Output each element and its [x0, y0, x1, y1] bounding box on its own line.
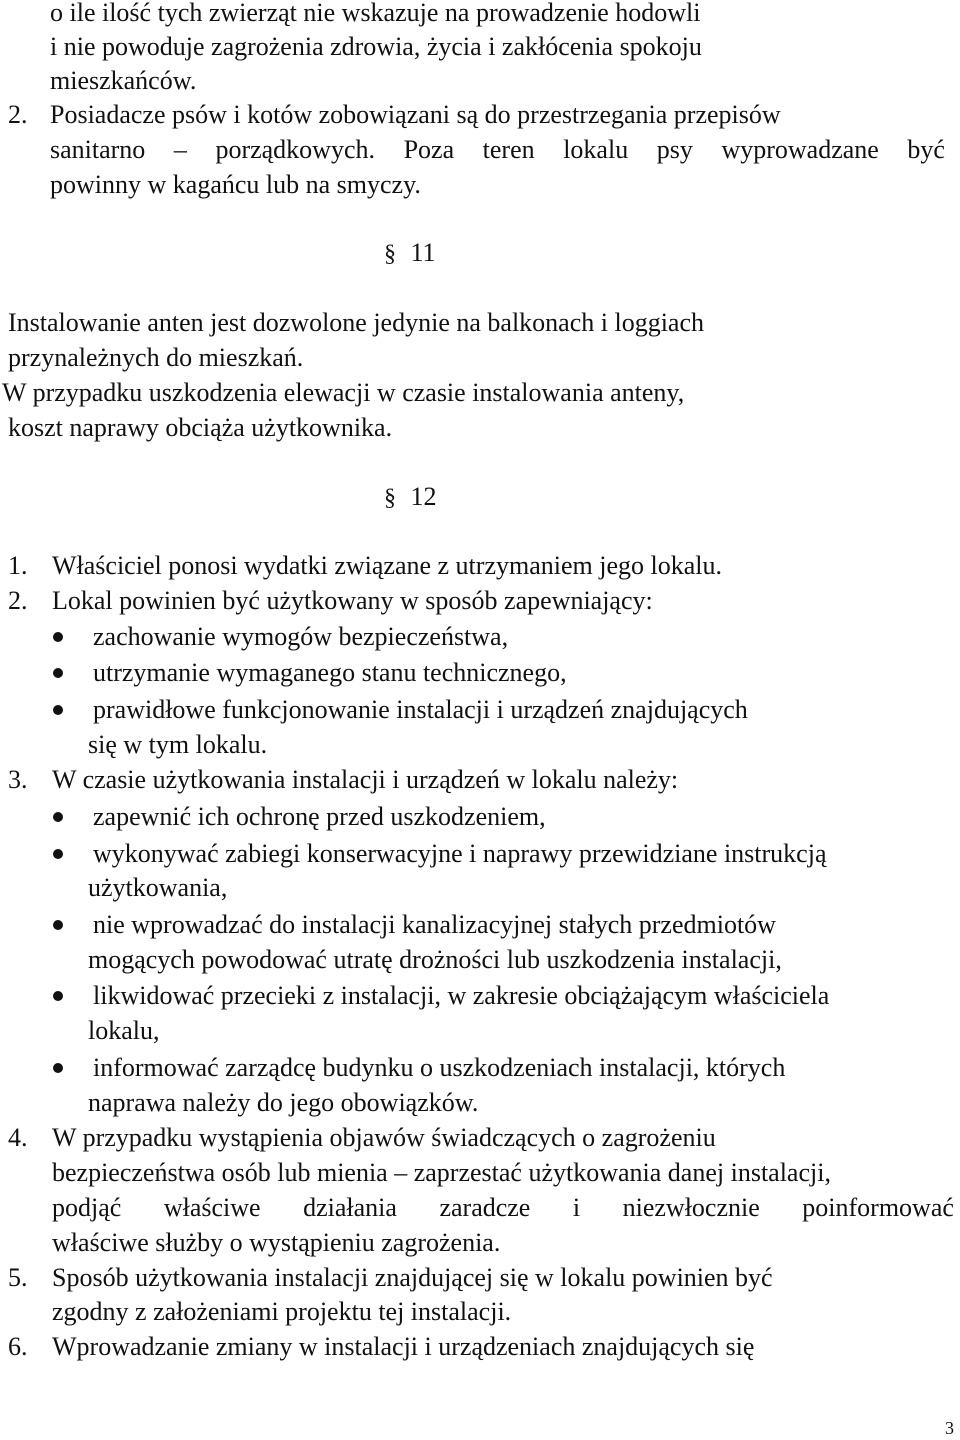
bullet-icon [53, 705, 63, 715]
word: lokalu [563, 135, 629, 164]
word: psy [656, 135, 693, 164]
bullet-icon [53, 668, 63, 678]
page-number: 3 [945, 1418, 954, 1438]
item-3-bullet-4-line-1: likwidować przecieki z instalacji, w zakresie obciążającym właściciela [93, 981, 830, 1010]
item-3-bullet-1: zapewnić ich ochronę przed uszkodzeniem, [93, 802, 546, 831]
item-2-bullet-2: utrzymanie wymaganego stanu technicznego, [93, 658, 567, 687]
section-12-heading [384, 480, 437, 515]
item-5-line-2: zgodny z założeniami projektu tej instalacji. [52, 1297, 512, 1326]
section-11-p2-line-1: W przypadku uszkodzenia elewacji w czasie instalowania anteny, [2, 378, 685, 407]
word: zaradcze [439, 1193, 531, 1222]
bullet-icon [53, 1063, 63, 1073]
item-4-line-4: właściwe służby o wystąpieniu zagrożenia. [52, 1228, 501, 1257]
word: – [173, 135, 187, 164]
item-3-bullet-2-line-1: wykonywać zabiegi konserwacyjne i naprawy przewidziane instrukcją [93, 839, 827, 868]
section-11-p1-line-1: Instalowanie anten jest dozwolone jedynie na balkonach i loggiach [8, 308, 704, 337]
section-11-p1-line-2: przynależnych do mieszkań. [8, 343, 304, 372]
item-number: 4. [8, 1123, 28, 1152]
item-2-bullet-3-line-2: się w tym lokalu. [88, 730, 268, 759]
intro-line-2: i nie powoduje zagrożenia zdrowia, życia i zakłócenia spokoju [50, 32, 702, 61]
item-2-line-3: powinny w kagańcu lub na smyczy. [50, 170, 421, 199]
word: działania [303, 1193, 397, 1222]
item-2-bullet-3-line-1: prawidłowe funkcjonowanie instalacji i urządzeń znajdujących [93, 695, 748, 724]
item-2-text: Lokal powinien być użytkowany w sposób zapewniający: [52, 586, 653, 615]
section-11-heading [384, 236, 436, 271]
word: porządkowych. [215, 135, 375, 164]
item-4-line-3 [52, 1191, 954, 1225]
section-11-p2-line-2: koszt naprawy obciąża użytkownika. [8, 413, 393, 442]
intro-line-1: o ile ilość tych zwierząt nie wskazuje na prowadzenie hodowli [50, 0, 701, 27]
item-number: 2. [8, 586, 28, 615]
section-mark: § [384, 485, 396, 511]
bullet-icon [53, 920, 63, 930]
item-number: 3. [8, 765, 28, 794]
item-3-bullet-5-line-2: naprawa należy do jego obowiązków. [88, 1088, 479, 1117]
word: być [907, 135, 945, 164]
section-number: 12 [410, 482, 437, 511]
intro-line-3: mieszkańców. [50, 66, 197, 95]
item-6-line-1: Wprowadzanie zmiany w instalacji i urządzeniach znajdujących się [52, 1332, 755, 1361]
item-number: 6. [8, 1332, 28, 1361]
item-2-line-1: Posiadacze psów i kotów zobowiązani są do przestrzegania przepisów [50, 100, 781, 129]
word: poinformować [802, 1193, 954, 1222]
item-3-bullet-2-line-2: użytkowania, [88, 873, 228, 902]
bullet-icon [53, 849, 63, 859]
word: wyprowadzane [721, 135, 879, 164]
bullet-icon [53, 812, 63, 822]
item-3-bullet-5-line-1: informować zarządcę budynku o uszkodzeniach instalacji, których [93, 1053, 786, 1082]
word: sanitarno [50, 135, 146, 164]
item-3-text: W czasie użytkowania instalacji i urządzeń w lokalu należy: [52, 765, 679, 794]
item-1-text: Właściciel ponosi wydatki związane z utrzymaniem jego lokalu. [52, 551, 722, 580]
word: i [572, 1193, 581, 1222]
item-2-line-2 [50, 133, 945, 167]
section-number: 11 [410, 238, 436, 267]
item-4-line-2: bezpieczeństwa osób lub mienia – zaprzestać użytkowania danej instalacji, [52, 1158, 831, 1187]
item-number: 1. [8, 551, 28, 580]
word: teren [482, 135, 535, 164]
item-4-line-1: W przypadku wystąpienia objawów świadczących o zagrożeniu [52, 1123, 716, 1152]
item-number: 5. [8, 1263, 28, 1292]
item-3-bullet-3-line-1: nie wprowadzać do instalacji kanalizacyjnej stałych przedmiotów [93, 910, 776, 939]
bullet-icon [53, 991, 63, 1001]
word: podjąć [52, 1193, 122, 1222]
bullet-icon [53, 632, 63, 642]
item-3-bullet-4-line-2: lokalu, [88, 1016, 160, 1045]
section-mark: § [384, 241, 396, 267]
item-5-line-1: Sposób użytkowania instalacji znajdującej się w lokalu powinien być [52, 1263, 773, 1292]
item-3-bullet-3-line-2: mogących powodować utratę drożności lub uszkodzenia instalacji, [88, 945, 782, 974]
item-number: 2. [8, 100, 28, 129]
word: niezwłocznie [622, 1193, 760, 1222]
word: Poza [403, 135, 455, 164]
word: właściwe [163, 1193, 261, 1222]
item-2-bullet-1: zachowanie wymogów bezpieczeństwa, [93, 622, 509, 651]
